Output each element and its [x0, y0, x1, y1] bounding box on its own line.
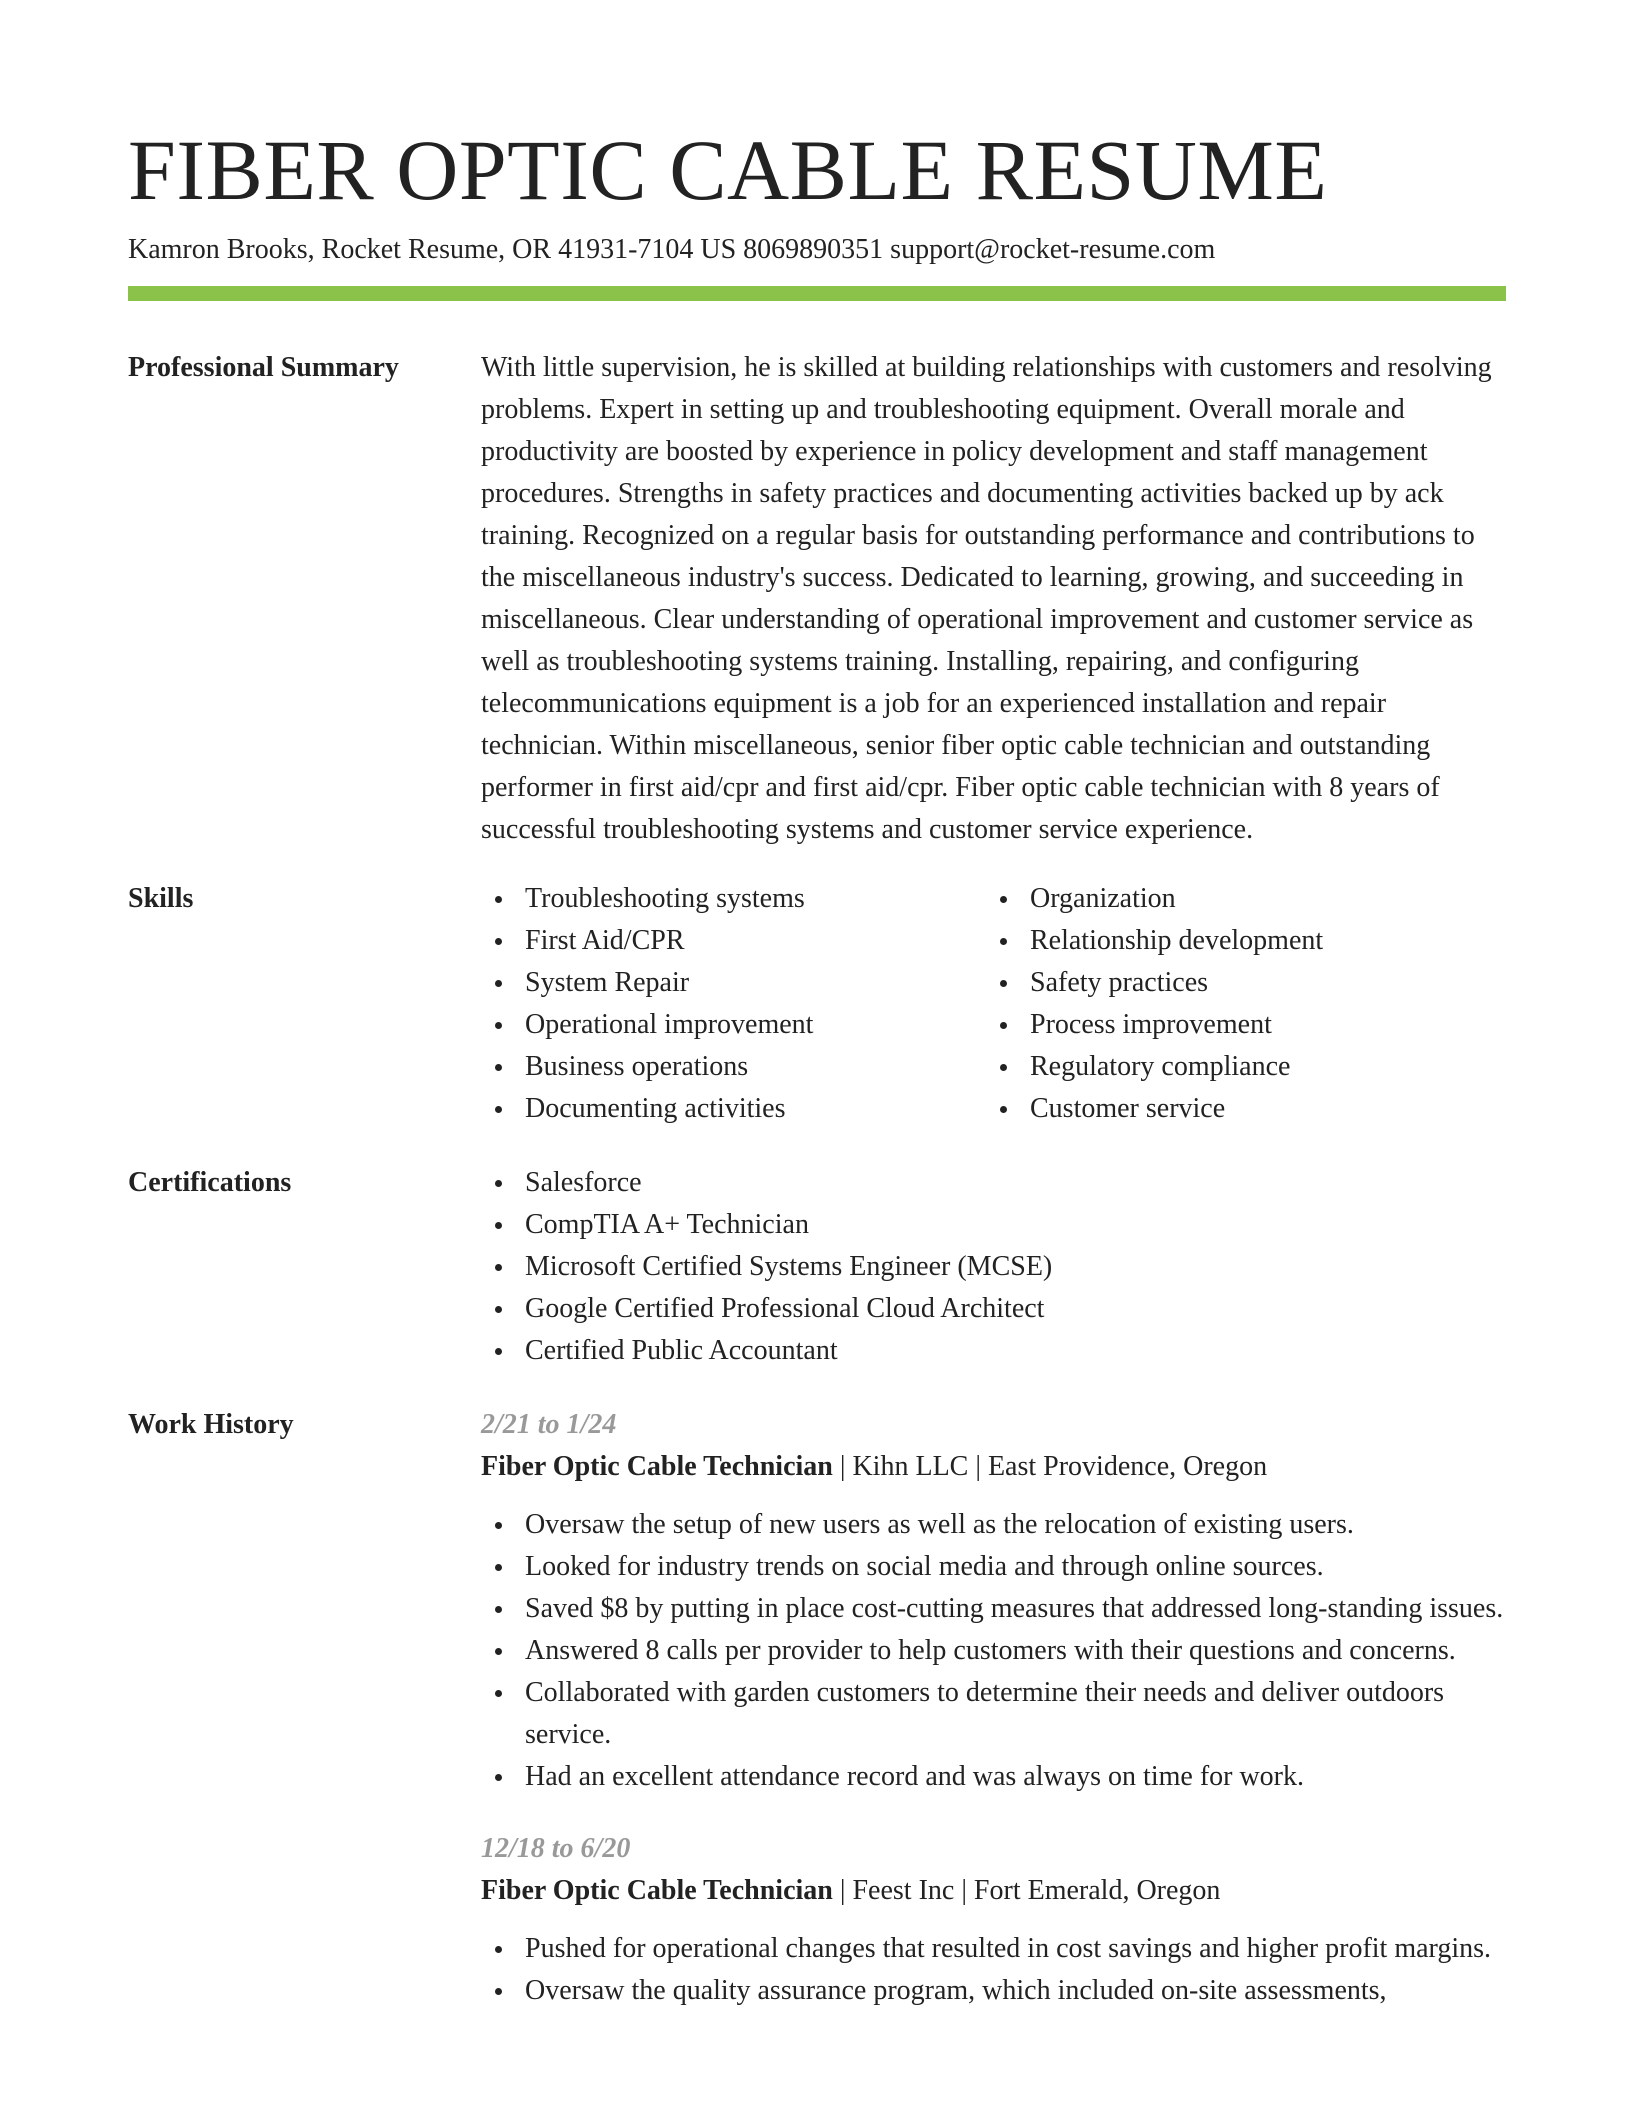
job-bullet: Oversaw the setup of new users as well as the relocation of existing users.	[525, 1504, 1506, 1546]
job-bullet: Looked for industry trends on social media and through online sources.	[525, 1546, 1506, 1588]
section-label-skills: Skills	[128, 883, 194, 914]
bullet-icon	[495, 1180, 502, 1187]
skills-body	[481, 878, 1506, 1130]
section-label-certifications: Certifications	[128, 1167, 292, 1198]
job-bullet: Answered 8 calls per provider to help customers with their questions and concerns.	[525, 1630, 1506, 1672]
bullet-icon	[495, 896, 502, 903]
skills-list-right	[986, 878, 1491, 1130]
job-bullet: Collaborated with garden customers to determine their needs and deliver outdoors service.	[525, 1672, 1506, 1756]
skill-item: Process improvement	[1030, 1004, 1491, 1046]
section-label-summary: Professional Summary	[128, 352, 399, 383]
work-history-body	[481, 1404, 1506, 2042]
bullet-icon	[495, 1222, 502, 1229]
certification-item: Google Certified Professional Cloud Architect	[525, 1288, 1506, 1330]
job-heading	[481, 1870, 1506, 1912]
bullet-icon	[495, 980, 502, 987]
job-entry	[481, 1828, 1506, 2012]
certifications-body	[481, 1162, 1506, 1372]
certification-item: Microsoft Certified Systems Engineer (MCSE)	[525, 1246, 1506, 1288]
section-label-work-history: Work History	[128, 1409, 294, 1440]
bullet-icon	[495, 1106, 502, 1113]
bullet-icon	[1000, 938, 1007, 945]
job-bullet: Oversaw the quality assurance program, which included on-site assessments,	[525, 1970, 1506, 2012]
job-title: Fiber Optic Cable Technician	[481, 1451, 833, 1482]
job-bullet: Had an excellent attendance record and was always on time for work.	[525, 1756, 1506, 1798]
bullet-icon	[1000, 1106, 1007, 1113]
skills-column-left	[481, 878, 986, 1130]
skill-item: Safety practices	[1030, 962, 1491, 1004]
bullet-icon	[495, 1264, 502, 1271]
job-bullet-list	[481, 1504, 1506, 1798]
job-dates: 12/18 to 6/20	[481, 1833, 631, 1864]
skills-column-right	[986, 878, 1491, 1130]
bullet-icon	[495, 1774, 502, 1781]
job-bullet: Pushed for operational changes that resulted in cost savings and higher profit margins.	[525, 1928, 1506, 1970]
skill-item: Operational improvement	[525, 1004, 986, 1046]
bullet-icon	[495, 1690, 502, 1697]
bullet-icon	[495, 938, 502, 945]
skill-item: Customer service	[1030, 1088, 1491, 1130]
skill-item: First Aid/CPR	[525, 920, 986, 962]
bullet-icon	[495, 1348, 502, 1355]
resume-title: FIBER OPTIC CABLE RESUME	[128, 122, 1328, 218]
skill-item: Troubleshooting systems	[525, 878, 986, 920]
certification-item: Certified Public Accountant	[525, 1330, 1506, 1372]
skill-item: Documenting activities	[525, 1088, 986, 1130]
bullet-icon	[495, 1606, 502, 1613]
job-bullet-list	[481, 1928, 1506, 2012]
skill-item: Relationship development	[1030, 920, 1491, 962]
job-heading	[481, 1446, 1506, 1488]
job-details: | Feest Inc | Fort Emerald, Oregon	[832, 1875, 1221, 1906]
certifications-list	[481, 1162, 1506, 1372]
bullet-icon	[495, 1988, 502, 1995]
bullet-icon	[495, 1064, 502, 1071]
summary-text: With little supervision, he is skilled at building relationships with customers and resolving problems. Expert in setting up and troubleshooting equipment. Overall morale and productivity are boosted by experience in policy development and staff management procedures. Strengths in safety practices and documenting activities backed up by ack training. Recognized on a regular basis for outstanding performance and contributions to the miscellaneous industry's success. Dedicated to learning, growing, and succeeding in miscellaneous. Clear understanding of operational improvement and customer service as well as troubleshooting systems training. Installing, repairing, and configuring telecommunications equipment is a job for an experienced installation and repair technician. Within miscellaneous, senior fiber optic cable technician and outstanding performer in first aid/cpr and first aid/cpr. Fiber optic cable technician with 8 years of successful troubleshooting systems and customer service experience.	[481, 352, 1492, 845]
skill-item: Regulatory compliance	[1030, 1046, 1491, 1088]
bullet-icon	[1000, 1064, 1007, 1071]
certification-item: CompTIA A+ Technician	[525, 1204, 1506, 1246]
bullet-icon	[495, 1946, 502, 1953]
job-entry	[481, 1404, 1506, 1798]
bullet-icon	[495, 1648, 502, 1655]
skills-list-left	[481, 878, 986, 1130]
summary-body	[481, 347, 1506, 851]
bullet-icon	[1000, 980, 1007, 987]
job-bullet: Saved $8 by putting in place cost-cutting measures that addressed long-standing issues.	[525, 1588, 1506, 1630]
header-divider	[128, 286, 1506, 301]
certification-item: Salesforce	[525, 1162, 1506, 1204]
bullet-icon	[1000, 896, 1007, 903]
bullet-icon	[1000, 1022, 1007, 1029]
bullet-icon	[495, 1564, 502, 1571]
job-details: | Kihn LLC | East Providence, Oregon	[832, 1451, 1268, 1482]
skills-columns	[481, 878, 1506, 1130]
job-title: Fiber Optic Cable Technician	[481, 1875, 833, 1906]
contact-line: Kamron Brooks, Rocket Resume, OR 41931-7104 US 8069890351 support@rocket-resume.com	[128, 234, 1216, 265]
skill-item: Business operations	[525, 1046, 986, 1088]
job-dates: 2/21 to 1/24	[481, 1409, 617, 1440]
skill-item: Organization	[1030, 878, 1491, 920]
bullet-icon	[495, 1022, 502, 1029]
bullet-icon	[495, 1306, 502, 1313]
bullet-icon	[495, 1522, 502, 1529]
skill-item: System Repair	[525, 962, 986, 1004]
